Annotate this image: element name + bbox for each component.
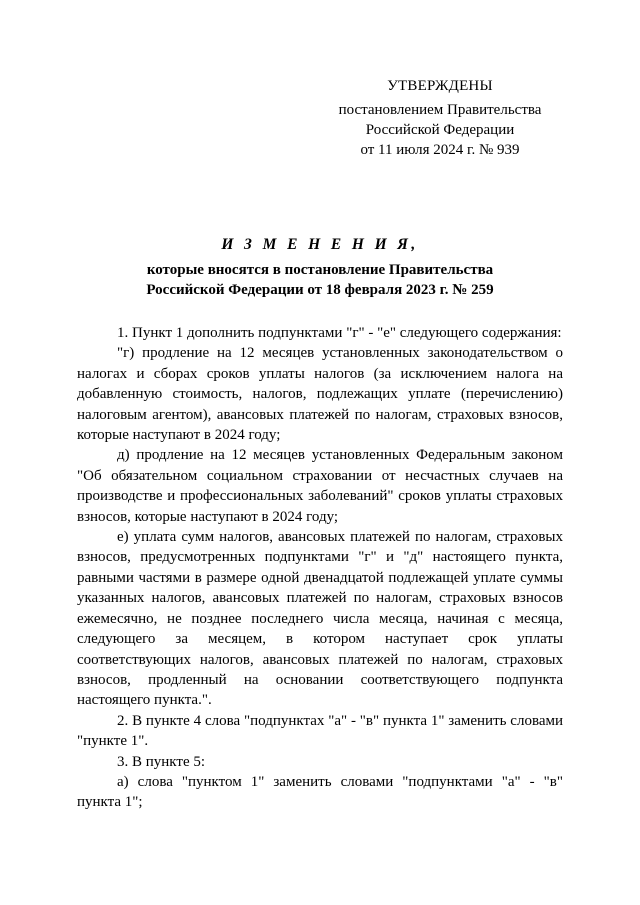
subtitle-line-1: которые вносятся в постановление Правительства bbox=[146, 262, 494, 278]
paragraph: 2. В пункте 4 слова "подпунктах "а" - "в" пункта 1" заменить словами "пункте 1". bbox=[77, 712, 563, 750]
approval-line-2: Российской Федерации bbox=[365, 122, 515, 138]
paragraph: "г) продление на 12 месяцев установленных законодательством о налогах и сборах сроков уплаты налогов (за исключением налога на добавленную стоимость, налогов, подлежащих уплате (перечислению) налоговым агентом), авансовых платежей по налогам, страховых взносов, которые наступают в 2024 году; bbox=[77, 345, 563, 444]
paragraph: 3. В пункте 5: bbox=[117, 753, 206, 770]
approval-line-3: от 11 июля 2024 г. № 939 bbox=[360, 142, 520, 158]
subtitle-line-2: Российской Федерации от 18 февраля 2023 г. № 259 bbox=[146, 282, 494, 298]
document-subtitle bbox=[40, 260, 600, 300]
approval-heading: УТВЕРЖДЕНЫ bbox=[387, 78, 493, 94]
paragraph: 1. Пункт 1 дополнить подпунктами "г" - "е" следующего содержания: bbox=[117, 325, 562, 341]
document-title: И З М Е Н Е Н И Я, bbox=[221, 236, 419, 253]
approval-block bbox=[330, 76, 550, 160]
document-body bbox=[77, 323, 563, 813]
paragraph: а) слова "пунктом 1" заменить словами "подпунктами "а" - "в" пункта 1"; bbox=[77, 773, 563, 811]
paragraph: е) уплата сумм налогов, авансовых платежей по налогам, страховых взносов, предусмотренных подпунктами "г" и "д" настоящего пункта, равными частями в размере одной двенадцатой подлежащей уплате суммы указанных налогов, авансовых платежей по налогам, страховых взносов ежемесячно, не позднее последнего числа месяца, начиная с месяца, следующего за месяцем, в котором наступает срок уплаты соответствующих налогов, авансовых платежей по налогам, страховых взносов, продленный на основании соответствующего подпункта настоящего пункта.". bbox=[77, 529, 563, 709]
paragraph: д) продление на 12 месяцев установленных Федеральным законом "Об обязательном социальном страховании от несчастных случаев на производстве и профессиональных заболеваний" сроков уплаты страховых взносов, которые наступают в 2024 году; bbox=[77, 447, 563, 525]
approval-line-1: постановлением Правительства bbox=[338, 102, 542, 118]
